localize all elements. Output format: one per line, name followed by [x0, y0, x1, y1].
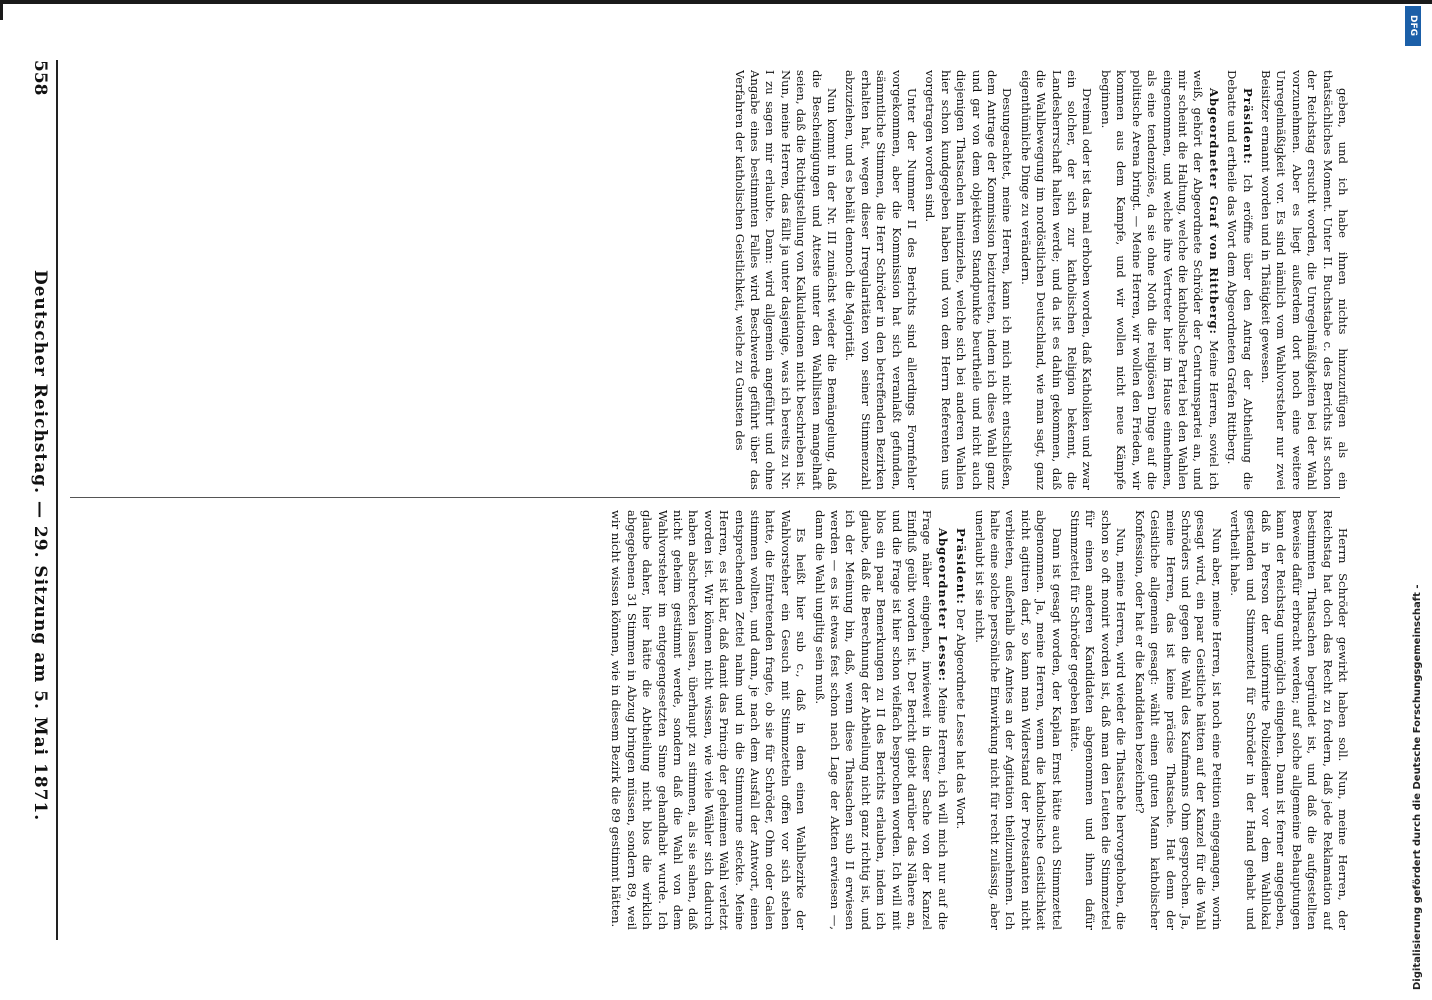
speaker-label: Präsident:	[1240, 88, 1255, 165]
paragraph-text: Es heißt hier sub c., daß in dem einen Wahlbezirke der Wahlvorsteher ein Gesuch mit Stimmzetteln offen vor sich stehen hatte, die Eintretenden fragte, ob sie für Schröder, Ohm oder Galen stimmen wollten, und dann, je nach dem Ausfall der Antwort, einen entsprechenden Zettel nahm und in die Stimmurne steckte. Meine Herren, es ist klar, daß damit das Princip der geheimen Wahl verletzt worden ist. Wir können nicht wissen, wie viele Wähler sich dadurch haben abschrecken lassen, überhaupt zu stimmen, als sie sahen, daß nicht geheim gestimmt werde, sondern daß die Wahl von dem Wahlvorsteher im entgegengesetzten Sinne gehandhabt wurde. Ich glaube daher, hier hätte die Abtheilung nicht blos die wirklich abgegebenen 31 Stimmen in Abzug bringen müssen, sondern 89, weil wir nicht wissen können, wie in diesem Bezirk die 89 gestimmt hätten.	[609, 510, 809, 930]
paragraph-text: Der Abgeordnete Lesse hat das Wort.	[954, 608, 969, 830]
digitization-credit: Digitalisierung gefördert durch die Deutsche Forschungsgemeinschaft -	[1412, 584, 1423, 990]
paragraph	[1258, 70, 1350, 490]
paragraph-text: Meine Herren, ich will mich nur auf die Frage näher eingehen, inwieweit in dieser Sache von der Kanzel Einfluß geübt worden ist. Der Bericht giebt darüber das Nähere an, und die Frage ist hier schon vielfach besprochen worden. Ich will mit blos ein paar Bemerkungen zu II des Berichts erlauben, indem ich glaube, daß die Berechnung der Abtheilung nicht ganz richtig ist, und ich der Meinung bin, daß, wenn diese Thatsachen sub II erwiesen werden — es ist etwas fest schon nach Lage der Akten erwiesen —, dann die Wahl ungiltig sein muß.	[812, 510, 950, 930]
paragraph	[842, 70, 919, 490]
paragraph-text: Desungeachtet, meine Herren, kann ich mich nicht entschließen, dem Antrage der Kommission beizutreten, indem ich diese Wahl ganz und gar von dem objektiven Standpunkte beurtheile und nicht auch diejenigen Thatsachen hineinziehe, welche sich bei anderen Wahlen hier schon kundgegeben haben und von dem Herrn Referenten uns vorgetragen worden sind.	[923, 70, 1015, 490]
paragraph-text: geben, und ich habe ihnen nichts hinzuzufügen als ein thatsächliches Moment. Unter II. Buchstabe c. des Berichts ist schon der Reichstag ersucht worden, die Unregelmäßigkeiten bei der Wahl vorzunehmen. Aber es liegt außerdem dort noch eine weitere Unregelmäßigkeit vor. Es sind nämlich vom Wahlvorsteher nur zwei Beisitzer ernannt worden und in Thätigkeit gewesen.	[1258, 70, 1350, 490]
paragraph-text: Unter der Nummer II des Berichts sind allerdings Formfehler vorgekommen, aber die Kommission hat sich veranlaßt gefunden, sämmtliche Stimmen, die Herr Schröder in den betreffenden Bezirken erhalten hat, wegen dieser Irregularitäten von seiner Stimmenzahl abzuziehen, und es behält dennoch die Majorität.	[843, 70, 920, 490]
right-column	[70, 510, 1350, 930]
paragraph-text: Herrn Schröder gewirkt haben soll. Nun, meine Herren, der Reichstag hat doch das Recht zu fordern, daß jede Reklamation auf bestimmten Thatsachen begründet ist, und daß die aufgestellten Beweise dafür erbracht werden; auf solche allgemeine Behauptungen kann der Reichstag unmöglich eingehen. Dann ist ferner angegeben, daß in Person der uniformirte Polizeidiener vor dem Wahllokal gestanden und Stimmzettel für Schröder in der Hand gehabt und vertheilt habe.	[1228, 510, 1350, 930]
paragraph	[1067, 510, 1129, 930]
paragraph	[1227, 510, 1350, 930]
paragraph-text: Ich eröffne über den Antrag der Abtheilung die Debatte und ertheile das Wort dem Abgeordneten Grafen Rittberg.	[1225, 70, 1255, 490]
page-number: 558	[30, 60, 50, 96]
paragraph-text: Dreimal oder ist das mal erhoben worden, daß Katholiken und zwar ein solcher, der sich zur katholischen Religion bekennt, die Landesherrschaft halten werde; und da ist es dahin gekommen, daß die Wahlbewegung im nordöstlichen Deutschland, wie man sagt, ganz eigenthümliche Dinge zu verändern.	[1018, 70, 1095, 490]
running-header	[22, 60, 50, 940]
paragraph-text: Meine Herren, soviel ich weiß, gehört der Abgeordnete Schröder der Centrumspartei an, und mir scheint die Haltung, welche die katholische Partei bei den Wahlen eingenommen, und welche ihre Vertreter hier im Hause einnehmen, als eine tendenziöse, da sie ohne Noth die religiösen Dinge auf die politische Arena bringt. — Meine Herren, wir wollen den Frieden, wir kommen aus dem Kampfe, und wir wollen nicht neue Kämpfe beginnen.	[1098, 70, 1221, 490]
running-title: Deutscher Reichstag. — 29. Sitzung am 5. Mai 1871.	[30, 270, 50, 822]
paragraph-text: Nun kommt in der Nr. III zunächst wieder die Bemängelung, daß die Bescheinigungen und Atteste unter den Wahllisten mangelhaft seien, daß die Richtigstellung von Kalkulationen nicht beschrieben ist. Nun, meine Herren, das fällt ja unter dasjenige, was ich bereits zu Nr. I zu sagen mir erlaubte. Dann: wird allgemein angeführt und ohne Angabe eines bestimmten Falles wird Beschwerde geführt über das Verfahren der katholischen Geistlichkeit, welche zu Gunsten des	[732, 70, 839, 490]
paragraph	[608, 510, 808, 930]
paragraph	[1017, 70, 1094, 490]
paragraph	[953, 510, 968, 930]
paragraph-text: Nun aber, meine Herren, ist noch eine Petition eingegangen, worin gesagt wird, ein paar Geistliche hätten auf der Kanzel für die Wahl Schröders und gegen die Wahl des Kaufmanns Ohm gesprochen. Ja, meine Herren, das ist keine präcise Thatsache. Hat denn der Geistliche allgemein gesagt: wählt einen guten Mann katholischer Konfession, oder hat er die Kandidaten bezeichnet?	[1132, 510, 1224, 930]
paragraph	[1224, 70, 1255, 490]
dfg-logo: DFG	[1405, 6, 1421, 46]
speaker-label: Präsident:	[954, 528, 969, 605]
speaker-label: Abgeordneter Graf von Rittberg:	[1206, 88, 1221, 335]
paragraph	[731, 70, 839, 490]
column-divider	[70, 497, 1340, 498]
speaker-label: Abgeordneter Lesse:	[935, 528, 950, 682]
page-content-rotated	[10, 0, 1420, 1000]
paragraph-text: Dann ist gesagt worden, der Kaplan Ernst hätte auch Stimmzettel abgenommen. Ja, meine Herren, wenn die katholische Geistlichkeit nicht agitiren darf, so kann man Widerstand der Protestanten nicht verbieten, außerhalb des Amtes an der Agitation theilzunehmen. Ich halte eine solche persönliche Einwirkung nicht für recht zulässig, aber unerlaubt ist sie nicht.	[972, 510, 1064, 930]
paragraph	[1098, 70, 1221, 490]
paragraph	[922, 70, 1014, 490]
header-rule	[56, 60, 58, 940]
paragraph	[1131, 510, 1223, 930]
scan-edge-left	[0, 0, 3, 20]
paragraph	[971, 510, 1063, 930]
paragraph-text: Nun, meine Herren, wird wieder die Thatsache hervorgehoben, die schon so oft monirt worden ist, daß man den Leuten die Stimmzettel für einen anderen Kandidaten abgenommen und ihnen dafür Stimmzettel für Schröder gegeben hätte.	[1068, 510, 1129, 930]
left-column	[70, 70, 1350, 490]
paragraph	[811, 510, 950, 930]
